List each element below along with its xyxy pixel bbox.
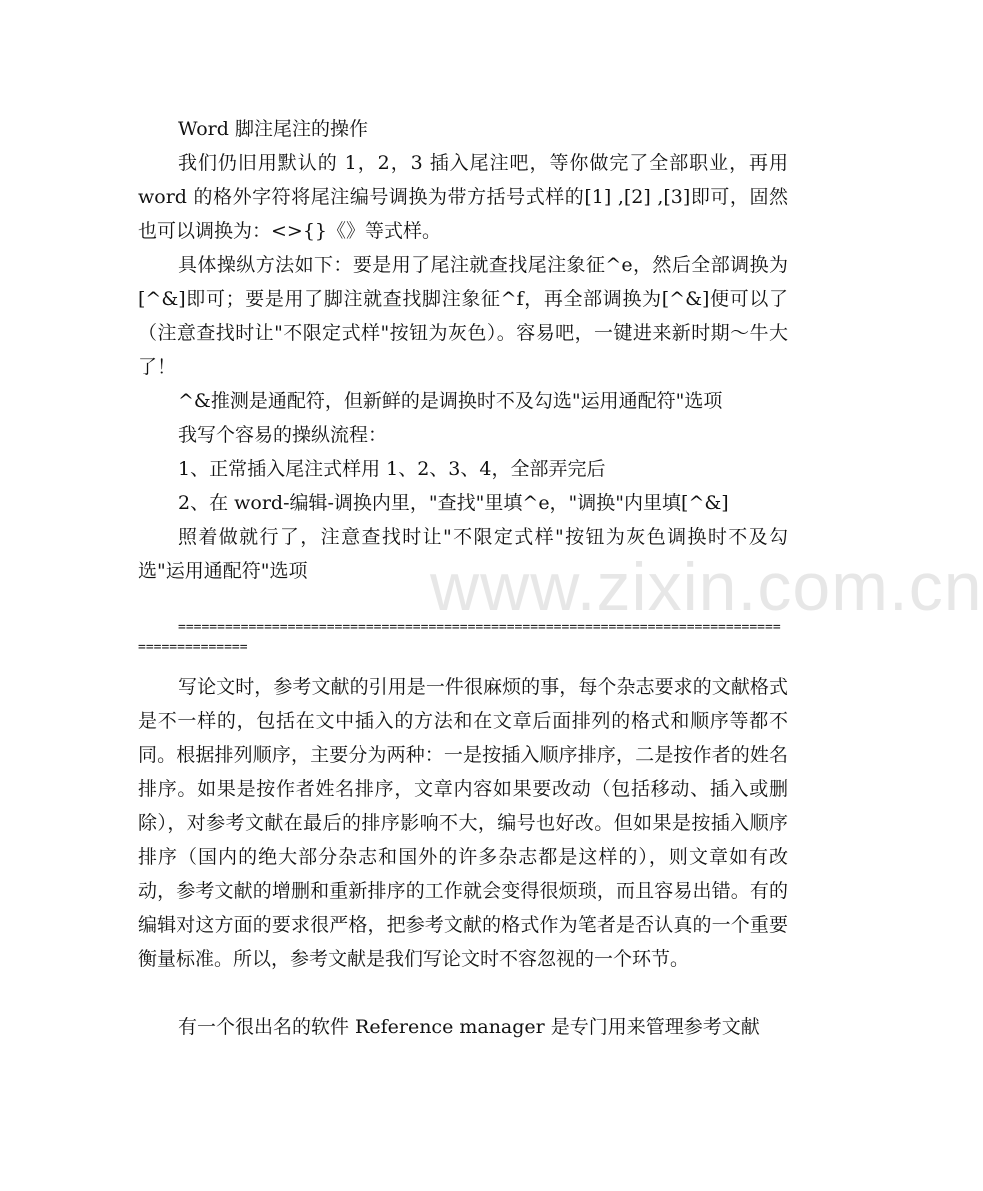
separator-line: =========================================================================================== <box>138 620 781 655</box>
paragraph-method: 具体操纵方法如下：要是用了尾注就查找尾注象征^e，然后全部调换为[^&]即可；要是用了脚注就查找脚注象征^f，再全部调换为[^&]便可以了（注意查找时让"不限定式样"按钮为灰色）。容易吧，一键进来新时期～牛大了！ <box>138 254 788 378</box>
paragraph-reference-manager: 有一个很出名的软件 Reference manager 是专门用来管理参考文献 <box>178 1016 760 1038</box>
paragraph-note: 照着做就行了，注意查找时让"不限定式样"按钮为灰色调换时不及勾选"运用通配符"选项 <box>138 526 788 582</box>
paragraph-wildcard: ^&推测是通配符，但新鲜的是调换时不及勾选"运用通配符"选项 <box>178 390 723 412</box>
paragraph-endnote-default: 我们仍旧用默认的 1，2，3 插入尾注吧，等你做完了全部职业，再用 word 的格外字符将尾注编号调换为带方括号式样的[1] ,[2] ,[3]即可，固然也可以调换为：<>{}《》等式样。 <box>138 152 788 242</box>
section-title: Word 脚注尾注的操作 <box>178 118 368 140</box>
list-item-step-1: 1、正常插入尾注式样用 1、2、3、4，全部弄完后 <box>178 458 606 480</box>
watermark: www.zixin.com.cn <box>430 549 983 625</box>
list-item-step-2: 2、在 word-编辑-调换内里，"查找"里填^e，"调换"内里填[^&] <box>178 492 729 514</box>
paragraph-references: 写论文时，参考文献的引用是一件很麻烦的事，每个杂志要求的文献格式是不一样的，包括在文中插入的方法和在文章后面排列的格式和顺序等都不同。根据排列顺序，主要分为两种：一是按插入顺序排序，二是按作者的姓名排序。如果是按作者姓名排序，文章内容如果要改动（包括移动、插入或删除），对参考文献在最后的排序影响不大，编号也好改。但如果是按插入顺序排序（国内的绝大部分杂志和国外的许多杂志都是这样的），则文章如有改动，参考文献的增删和重新排序的工作就会变得很烦琐，而且容易出错。有的编辑对这方面的要求很严格，把参考文献的格式作为笔者是否认真的一个重要衡量标准。所以，参考文献是我们写论文时不容忽视的一个环节。 <box>138 676 788 970</box>
paragraph-flow-intro: 我写个容易的操纵流程： <box>178 424 388 446</box>
